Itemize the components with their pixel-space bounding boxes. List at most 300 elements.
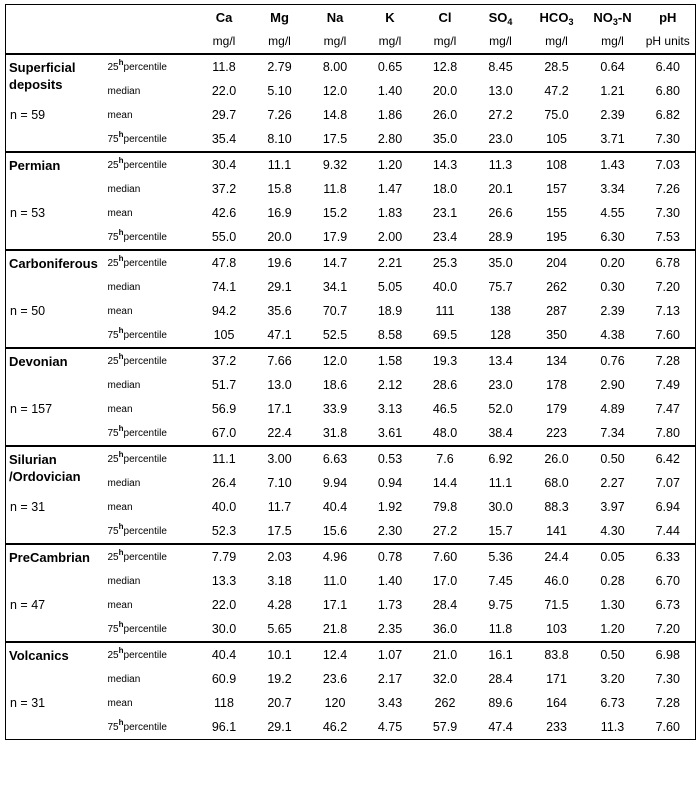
stat-label xyxy=(107,544,197,569)
value-cell: 52.0 xyxy=(488,402,513,416)
column-header xyxy=(308,5,363,30)
value-cell: 7.28 xyxy=(641,348,696,373)
percentile-number: 75 xyxy=(107,525,119,537)
value-cell: 2.35 xyxy=(377,622,403,636)
table-row xyxy=(6,250,696,275)
table-row xyxy=(6,225,696,250)
value-cell: 3.18 xyxy=(267,574,292,588)
column-unit: mg/l xyxy=(252,29,308,54)
table-row xyxy=(6,569,696,593)
percentile-superscript: h xyxy=(118,155,124,165)
value-cell: 7.60 xyxy=(655,328,680,342)
value-cell: 0.64 xyxy=(585,54,641,79)
table-row xyxy=(6,127,696,152)
value-cell: 16.1 xyxy=(473,642,529,667)
column-name: SO xyxy=(488,9,508,25)
value-cell: 11.0 xyxy=(323,574,347,588)
percentile-superscript: h xyxy=(118,449,124,459)
value-cell: 94.2 xyxy=(211,304,237,318)
table-row xyxy=(6,642,696,667)
value-cell: 2.30 xyxy=(377,524,403,538)
value-cell: 8.10 xyxy=(267,132,292,146)
value-cell: 5.05 xyxy=(377,280,403,294)
value-cell: 4.28 xyxy=(267,598,292,612)
value-cell: 11.8 xyxy=(323,182,347,196)
value-cell: 8.58 xyxy=(377,328,403,342)
table-row xyxy=(6,103,696,127)
percentile-number: 75 xyxy=(107,231,119,243)
column-name: K xyxy=(385,9,395,25)
value-cell: 14.7 xyxy=(308,250,363,275)
stat-label: mean xyxy=(107,599,133,611)
percentile-word: percentile xyxy=(123,453,167,465)
value-cell: 350 xyxy=(546,328,567,342)
value-cell: 1.07 xyxy=(363,642,418,667)
value-cell: 9.94 xyxy=(322,476,348,490)
percentile-word: percentile xyxy=(123,355,167,367)
header-blank xyxy=(107,5,197,30)
value-cell: 17.9 xyxy=(322,230,348,244)
value-cell: 6.63 xyxy=(308,446,363,471)
value-cell: 120 xyxy=(324,696,346,710)
percentile-superscript: h xyxy=(118,129,124,139)
value-cell: 79.8 xyxy=(432,500,458,514)
value-cell: 28.4 xyxy=(488,672,513,686)
group-name: Volcanics xyxy=(6,642,107,691)
value-cell: 27.2 xyxy=(488,108,513,122)
value-cell: 12.0 xyxy=(322,84,348,98)
value-cell: 1.47 xyxy=(377,182,403,196)
value-cell: 7.34 xyxy=(600,426,625,440)
value-cell: 23.1 xyxy=(432,206,458,220)
table-row xyxy=(6,715,696,740)
value-cell: 3.43 xyxy=(377,696,403,710)
value-cell: 17.0 xyxy=(432,574,458,588)
value-cell: 1.20 xyxy=(363,152,418,177)
value-cell: 4.96 xyxy=(308,544,363,569)
value-cell: 46.0 xyxy=(544,574,569,588)
value-cell: 14.3 xyxy=(418,152,473,177)
table-row xyxy=(6,323,696,348)
table-row xyxy=(6,397,696,421)
percentile-number: 25 xyxy=(107,257,119,269)
value-cell: 0.53 xyxy=(363,446,418,471)
value-cell: 6.94 xyxy=(655,500,680,514)
value-cell: 20.0 xyxy=(267,230,292,244)
value-cell: 7.13 xyxy=(655,304,680,318)
stat-label xyxy=(107,54,197,79)
column-header xyxy=(641,5,696,30)
group-name: Devonian xyxy=(6,348,107,397)
value-cell: 164 xyxy=(546,696,567,710)
percentile-superscript: h xyxy=(118,325,124,335)
value-cell: 3.97 xyxy=(600,500,625,514)
header-blank xyxy=(6,5,107,30)
value-cell: 2.00 xyxy=(377,230,403,244)
value-cell: 29.1 xyxy=(267,720,292,734)
column-unit: mg/l xyxy=(418,29,473,54)
value-cell: 7.66 xyxy=(252,348,308,373)
percentile-word: percentile xyxy=(123,133,167,145)
value-cell: 3.71 xyxy=(600,132,625,146)
value-cell: 35.6 xyxy=(267,304,292,318)
value-cell: 17.5 xyxy=(267,524,292,538)
value-cell: 31.8 xyxy=(322,426,348,440)
column-subscript: 4 xyxy=(507,16,513,27)
percentile-word: percentile xyxy=(123,159,167,171)
column-header xyxy=(473,5,529,30)
value-cell: 11.3 xyxy=(600,720,625,734)
value-cell: 7.30 xyxy=(655,672,680,686)
stat-label: mean xyxy=(107,207,133,219)
value-cell: 68.0 xyxy=(544,476,569,490)
value-cell: 7.47 xyxy=(655,402,680,416)
hydrochemistry-table xyxy=(5,4,696,740)
value-cell: 0.28 xyxy=(600,574,625,588)
value-cell: 7.26 xyxy=(655,182,680,196)
percentile-word: percentile xyxy=(123,551,167,563)
sample-count: n = 53 xyxy=(10,206,46,220)
table-container xyxy=(5,4,695,740)
value-cell: 6.30 xyxy=(600,230,625,244)
stat-label: mean xyxy=(107,501,133,513)
table-row xyxy=(6,54,696,79)
stat-label xyxy=(107,250,197,275)
value-cell: 13.3 xyxy=(211,574,237,588)
value-cell: 171 xyxy=(546,672,567,686)
value-cell: 2.79 xyxy=(252,54,308,79)
stat-label: median xyxy=(107,379,141,391)
value-cell: 18.9 xyxy=(377,304,403,318)
sample-count: n = 31 xyxy=(10,696,46,710)
stat-label: median xyxy=(107,85,141,97)
value-cell: 74.1 xyxy=(211,280,237,294)
value-cell: 223 xyxy=(546,426,567,440)
value-cell: 105 xyxy=(213,328,235,342)
column-name: NO xyxy=(593,9,613,25)
value-cell: 1.58 xyxy=(363,348,418,373)
value-cell: 37.2 xyxy=(211,182,237,196)
table-row xyxy=(6,152,696,177)
value-cell: 1.20 xyxy=(600,622,625,636)
value-cell: 25.3 xyxy=(418,250,473,275)
percentile-superscript: h xyxy=(118,619,124,629)
value-cell: 3.13 xyxy=(377,402,403,416)
value-cell: 7.79 xyxy=(197,544,252,569)
percentile-superscript: h xyxy=(118,645,124,655)
value-cell: 4.30 xyxy=(600,524,625,538)
value-cell: 30.0 xyxy=(488,500,513,514)
stat-label xyxy=(107,225,197,250)
column-name: Mg xyxy=(270,9,289,25)
value-cell: 7.53 xyxy=(655,230,680,244)
value-cell: 141 xyxy=(546,524,567,538)
value-cell: 13.0 xyxy=(488,84,513,98)
table-row xyxy=(6,446,696,471)
table-row xyxy=(6,519,696,544)
table-row xyxy=(6,691,696,715)
value-cell: 6.70 xyxy=(655,574,680,588)
percentile-word: percentile xyxy=(123,257,167,269)
value-cell: 11.1 xyxy=(488,476,513,490)
column-name: Ca xyxy=(215,9,233,25)
percentile-superscript: h xyxy=(118,227,124,237)
percentile-superscript: h xyxy=(118,423,124,433)
value-cell: 2.80 xyxy=(377,132,403,146)
column-name: pH xyxy=(659,9,677,25)
value-cell: 11.7 xyxy=(267,500,292,514)
value-cell: 23.0 xyxy=(488,132,513,146)
percentile-number: 25 xyxy=(107,61,119,73)
value-cell: 29.1 xyxy=(267,280,292,294)
value-cell: 1.21 xyxy=(600,84,625,98)
value-cell: 26.0 xyxy=(529,446,585,471)
value-cell: 118 xyxy=(214,696,234,710)
value-cell: 67.0 xyxy=(211,426,237,440)
table-row xyxy=(6,79,696,103)
value-cell: 7.6 xyxy=(418,446,473,471)
stat-label: mean xyxy=(107,697,133,709)
value-cell: 3.20 xyxy=(600,672,625,686)
value-cell: 20.0 xyxy=(432,84,458,98)
value-cell: 3.61 xyxy=(377,426,403,440)
stat-label xyxy=(107,446,197,471)
unit-row xyxy=(6,29,696,54)
value-cell: 7.20 xyxy=(655,622,680,636)
value-cell: 12.0 xyxy=(308,348,363,373)
value-cell: 28.9 xyxy=(488,230,513,244)
value-cell: 2.17 xyxy=(377,672,403,686)
value-cell: 88.3 xyxy=(544,500,569,514)
value-cell: 262 xyxy=(434,696,456,710)
value-cell: 1.83 xyxy=(377,206,403,220)
value-cell: 15.8 xyxy=(267,182,292,196)
value-cell: 7.26 xyxy=(267,108,292,122)
value-cell: 0.50 xyxy=(585,446,641,471)
value-cell: 1.40 xyxy=(377,84,403,98)
value-cell: 7.49 xyxy=(655,378,680,392)
value-cell: 9.75 xyxy=(488,598,513,612)
percentile-word: percentile xyxy=(123,525,167,537)
value-cell: 27.2 xyxy=(432,524,458,538)
value-cell: 6.78 xyxy=(641,250,696,275)
value-cell: 11.1 xyxy=(197,446,252,471)
value-cell: 179 xyxy=(546,402,567,416)
value-cell: 0.30 xyxy=(600,280,625,294)
stat-label: median xyxy=(107,281,141,293)
value-cell: 7.20 xyxy=(655,280,680,294)
value-cell: 21.0 xyxy=(418,642,473,667)
value-cell: 3.34 xyxy=(600,182,625,196)
percentile-superscript: h xyxy=(118,351,124,361)
value-cell: 56.9 xyxy=(211,402,237,416)
value-cell: 15.7 xyxy=(488,524,513,538)
value-cell: 4.89 xyxy=(600,402,625,416)
column-unit: mg/l xyxy=(197,29,252,54)
table-row xyxy=(6,348,696,373)
value-cell: 0.94 xyxy=(377,476,403,490)
value-cell: 17.1 xyxy=(322,598,348,612)
table-row xyxy=(6,421,696,446)
value-cell: 35.0 xyxy=(432,132,458,146)
value-cell: 52.5 xyxy=(322,328,348,342)
value-cell: 46.2 xyxy=(322,720,348,734)
value-cell: 24.4 xyxy=(529,544,585,569)
value-cell: 23.4 xyxy=(432,230,458,244)
value-cell: 2.90 xyxy=(600,378,625,392)
value-cell: 7.60 xyxy=(655,720,680,734)
sample-count: n = 157 xyxy=(10,402,53,416)
value-cell: 33.9 xyxy=(322,402,348,416)
column-header xyxy=(363,5,418,30)
value-cell: 5.65 xyxy=(267,622,292,636)
value-cell: 26.4 xyxy=(211,476,237,490)
value-cell: 7.10 xyxy=(267,476,292,490)
value-cell: 262 xyxy=(546,280,567,294)
value-cell: 75.0 xyxy=(544,108,569,122)
value-cell: 47.1 xyxy=(267,328,292,342)
group-name: Carboniferous xyxy=(6,250,107,299)
percentile-number: 25 xyxy=(107,355,119,367)
value-cell: 4.38 xyxy=(600,328,625,342)
stat-label: median xyxy=(107,183,141,195)
value-cell: 96.1 xyxy=(211,720,237,734)
percentile-number: 75 xyxy=(107,133,119,145)
value-cell: 22.4 xyxy=(267,426,292,440)
column-subscript: 3 xyxy=(612,16,618,27)
value-cell: 40.0 xyxy=(211,500,237,514)
table-row xyxy=(6,373,696,397)
column-name: Cl xyxy=(438,9,452,25)
percentile-number: 75 xyxy=(107,721,119,733)
value-cell: 17.1 xyxy=(267,402,292,416)
value-cell: 20.1 xyxy=(488,182,513,196)
value-cell: 18.6 xyxy=(322,378,348,392)
value-cell: 204 xyxy=(529,250,585,275)
value-cell: 2.39 xyxy=(600,108,625,122)
percentile-number: 25 xyxy=(107,649,119,661)
value-cell: 6.40 xyxy=(641,54,696,79)
stat-label xyxy=(107,642,197,667)
value-cell: 29.7 xyxy=(211,108,237,122)
value-cell: 3.00 xyxy=(252,446,308,471)
value-cell: 0.20 xyxy=(585,250,641,275)
group-name: Permian xyxy=(6,152,107,201)
header-blank xyxy=(107,29,197,54)
value-cell: 60.9 xyxy=(211,672,237,686)
value-cell: 7.44 xyxy=(655,524,680,538)
percentile-superscript: h xyxy=(118,547,124,557)
value-cell: 21.8 xyxy=(322,622,348,636)
value-cell: 8.45 xyxy=(473,54,529,79)
value-cell: 2.03 xyxy=(252,544,308,569)
percentile-number: 75 xyxy=(107,623,119,635)
value-cell: 10.1 xyxy=(252,642,308,667)
column-unit: mg/l xyxy=(585,29,641,54)
percentile-number: 25 xyxy=(107,453,119,465)
value-cell: 30.4 xyxy=(197,152,252,177)
value-cell: 14.4 xyxy=(432,476,458,490)
table-row xyxy=(6,177,696,201)
sample-count: n = 59 xyxy=(10,108,46,122)
value-cell: 40.0 xyxy=(432,280,458,294)
value-cell: 14.8 xyxy=(322,108,348,122)
value-cell: 0.76 xyxy=(585,348,641,373)
value-cell: 19.6 xyxy=(252,250,308,275)
value-cell: 134 xyxy=(529,348,585,373)
percentile-word: percentile xyxy=(123,329,167,341)
value-cell: 2.27 xyxy=(600,476,625,490)
value-cell: 287 xyxy=(546,304,567,318)
percentile-word: percentile xyxy=(123,61,167,73)
value-cell: 12.4 xyxy=(308,642,363,667)
table-row xyxy=(6,593,696,617)
column-unit: mg/l xyxy=(473,29,529,54)
column-name: Na xyxy=(326,9,344,25)
stat-label xyxy=(107,519,197,544)
column-unit: mg/l xyxy=(308,29,363,54)
value-cell: 28.4 xyxy=(432,598,458,612)
group-name: Superficial deposits xyxy=(6,54,107,103)
value-cell: 35.0 xyxy=(473,250,529,275)
value-cell: 11.8 xyxy=(488,622,513,636)
value-cell: 6.33 xyxy=(641,544,696,569)
value-cell: 0.50 xyxy=(585,642,641,667)
header-blank xyxy=(6,29,107,54)
value-cell: 19.3 xyxy=(418,348,473,373)
table-row xyxy=(6,299,696,323)
stat-label xyxy=(107,715,197,740)
percentile-number: 25 xyxy=(107,159,119,171)
column-header xyxy=(418,5,473,30)
column-header xyxy=(529,5,585,30)
value-cell: 108 xyxy=(529,152,585,177)
stat-label xyxy=(107,348,197,373)
column-header xyxy=(585,5,641,30)
value-cell: 1.86 xyxy=(377,108,403,122)
value-cell: 138 xyxy=(490,304,511,318)
percentile-superscript: h xyxy=(118,521,124,531)
percentile-superscript: h xyxy=(118,57,124,67)
value-cell: 11.3 xyxy=(473,152,529,177)
value-cell: 15.6 xyxy=(322,524,348,538)
table-row xyxy=(6,495,696,519)
value-cell: 1.30 xyxy=(600,598,625,612)
value-cell: 7.60 xyxy=(418,544,473,569)
column-suffix: -N xyxy=(617,9,632,25)
group-name: PreCambrian xyxy=(6,544,107,593)
value-cell: 35.4 xyxy=(211,132,237,146)
value-cell: 20.7 xyxy=(267,696,292,710)
value-cell: 32.0 xyxy=(432,672,458,686)
value-cell: 105 xyxy=(546,132,567,146)
value-cell: 28.5 xyxy=(529,54,585,79)
value-cell: 1.92 xyxy=(377,500,403,514)
value-cell: 26.0 xyxy=(432,108,458,122)
value-cell: 7.30 xyxy=(655,206,680,220)
stat-label: median xyxy=(107,477,141,489)
value-cell: 5.36 xyxy=(473,544,529,569)
value-cell: 28.6 xyxy=(432,378,458,392)
percentile-superscript: h xyxy=(118,717,124,727)
value-cell: 34.1 xyxy=(322,280,348,294)
stat-label: mean xyxy=(107,403,133,415)
value-cell: 2.21 xyxy=(363,250,418,275)
value-cell: 6.73 xyxy=(600,696,625,710)
percentile-word: percentile xyxy=(123,427,167,439)
percentile-word: percentile xyxy=(123,623,167,635)
value-cell: 23.0 xyxy=(488,378,513,392)
